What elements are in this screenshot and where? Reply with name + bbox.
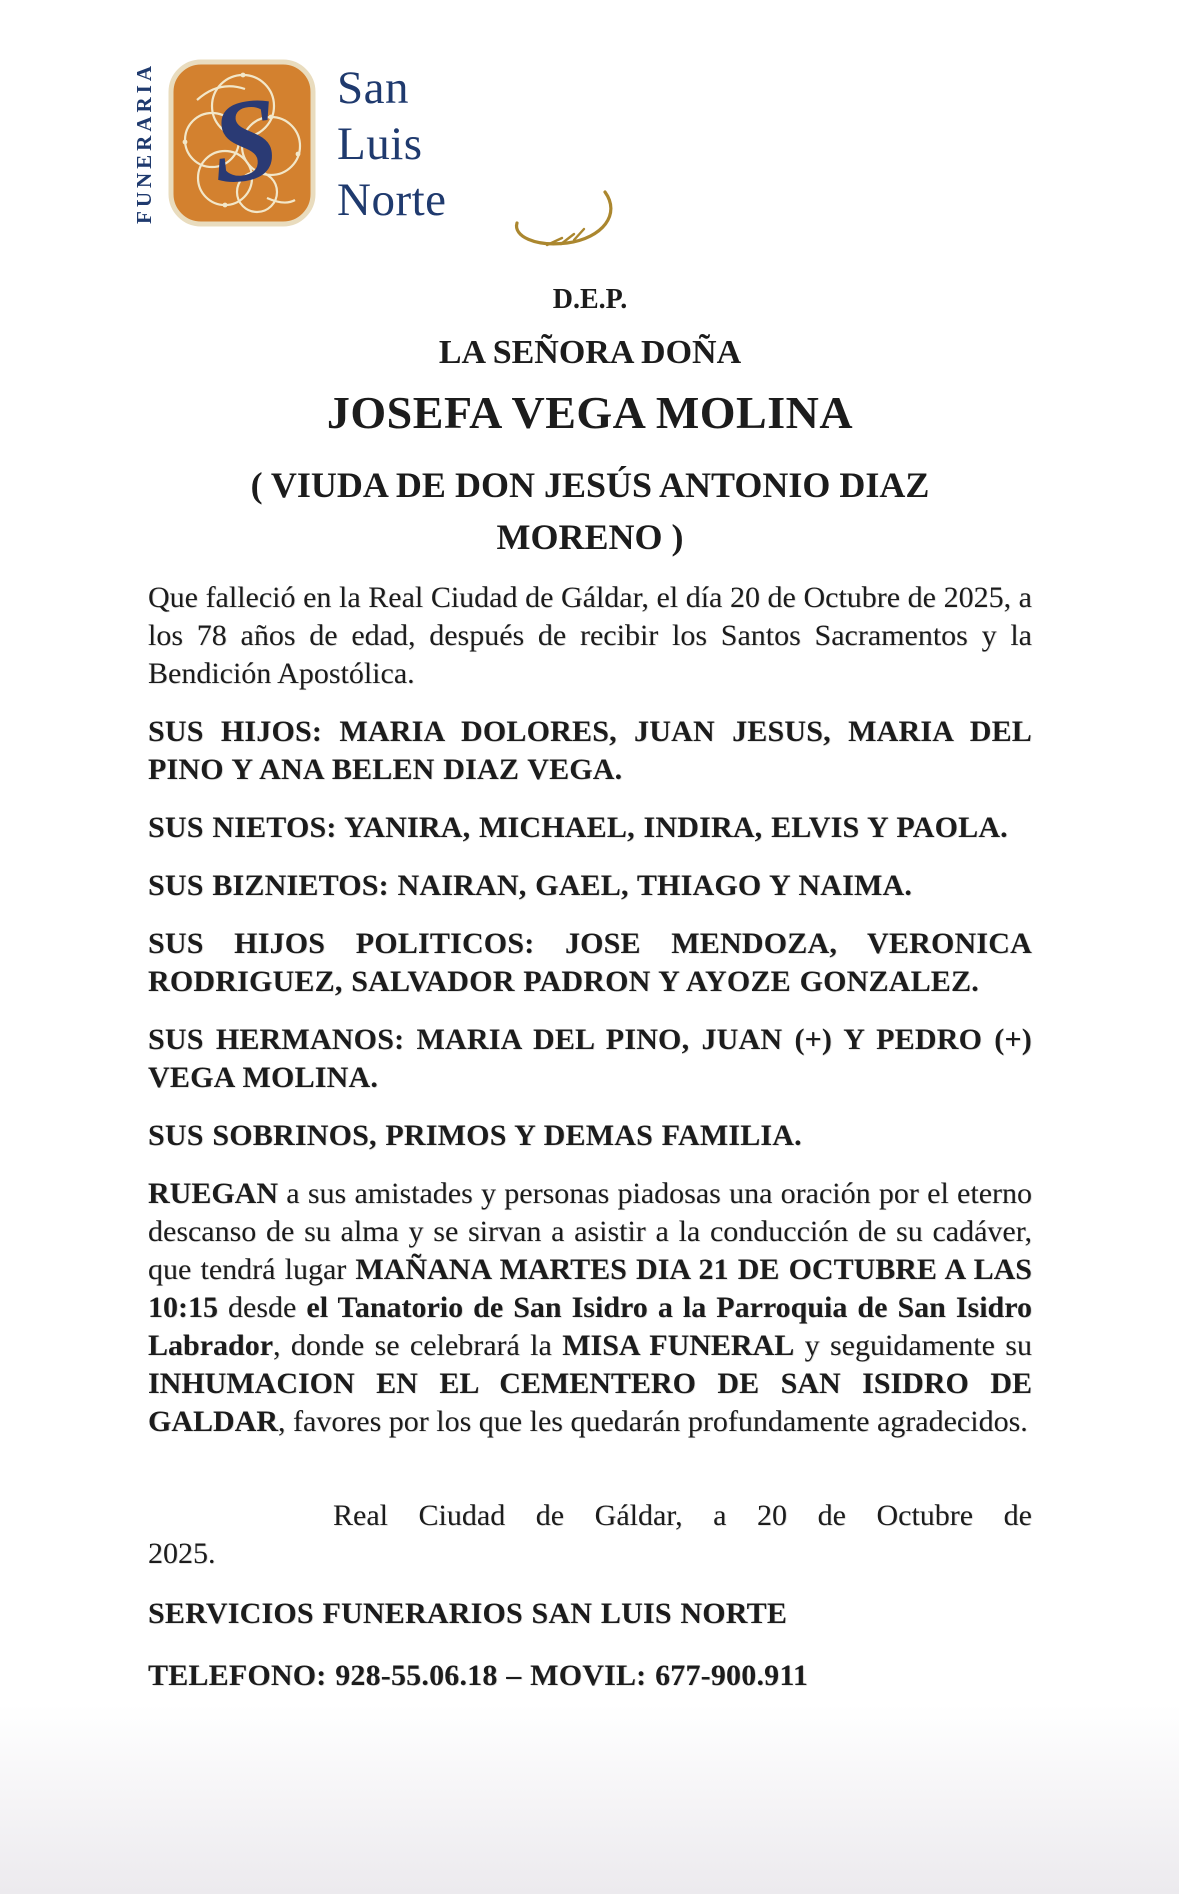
monogram-letter: S <box>205 71 285 209</box>
brand-line-luis: Luis <box>337 118 423 170</box>
death-notice-paragraph: Que falleció en la Real Ciudad de Gáldar, el día 20 de Octubre de 2025, a los 78 años de edad, después de recibir los Santos Sacramentos y la Bendición Apostólica. <box>148 581 1032 690</box>
phone-line: TELEFONO: 928-55.06.18 – MOVIL: 677-900.911 <box>148 1659 809 1692</box>
notice-footer <box>148 1497 1032 1695</box>
brand-name <box>337 58 447 228</box>
honorific-heading: LA SEÑORA DOÑA <box>438 334 742 371</box>
brand-line-san: San <box>337 62 409 114</box>
funeraria-vertical-label: FUNERARIA <box>132 62 156 224</box>
family-line-biznietos: SUS BIZNIETOS: NAIRAN, GAEL, THIAGO Y NAIMA. <box>148 869 913 902</box>
family-line-hijos: SUS HIJOS: MARIA DOLORES, JUAN JESUS, MARIA DEL PINO Y ANA BELEN DIAZ VEGA. <box>148 715 1032 786</box>
deceased-name: JOSEFA VEGA MOLINA <box>326 387 854 438</box>
brand-monogram-icon <box>167 58 317 228</box>
request-paragraph: RUEGAN a sus amistades y personas piadosas una oración por el eterno descanso de su alma y se sirvan a asistir a la conducción de su cadáver, que tendrá lugar MAÑANA MARTES DIA 21 DE OCTUBRE A LAS 10:15 desde el Tanatorio de San Isidro a la Parroquia de San Isidro Labrador, donde se celebrará la MISA FUNERAL y seguidamente su INHUMACION EN EL CEMENTERO DE SAN ISIDRO DE GALDAR, favores por los que les quedarán profundamente agradecidos. <box>148 1177 1033 1438</box>
dep-heading: D.E.P. <box>552 284 628 315</box>
family-line-nietos: SUS NIETOS: YANIRA, MICHAEL, INDIRA, ELVIS Y PAOLA. <box>148 811 1008 844</box>
family-line-hermanos: SUS HERMANOS: MARIA DEL PINO, JUAN (+) Y PEDRO (+) VEGA MOLINA. <box>148 1023 1032 1094</box>
family-line-hijos-politicos: SUS HIJOS POLITICOS: JOSE MENDOZA, VERONICA RODRIGUEZ, SALVADOR PADRON Y AYOZE GONZALEZ. <box>148 927 1032 998</box>
dateline-line1: Real Ciudad de Gáldar, a 20 de Octubre de <box>333 1499 1032 1532</box>
dateline <box>148 1497 1032 1573</box>
widow-subtitle: ( VIUDA DE DON JESÚS ANTONIO DIAZ MORENO ) <box>250 465 930 557</box>
company-line: SERVICIOS FUNERARIOS SAN LUIS NORTE <box>148 1597 788 1630</box>
brand-line-norte: Norte <box>337 174 447 226</box>
dateline-line2: 2025. <box>148 1537 216 1570</box>
notice-content <box>148 284 1032 1441</box>
flourish-icon <box>489 186 621 258</box>
funeraria-logo <box>132 58 1032 228</box>
family-line-sobrinos: SUS SOBRINOS, PRIMOS Y DEMAS FAMILIA. <box>148 1119 802 1152</box>
